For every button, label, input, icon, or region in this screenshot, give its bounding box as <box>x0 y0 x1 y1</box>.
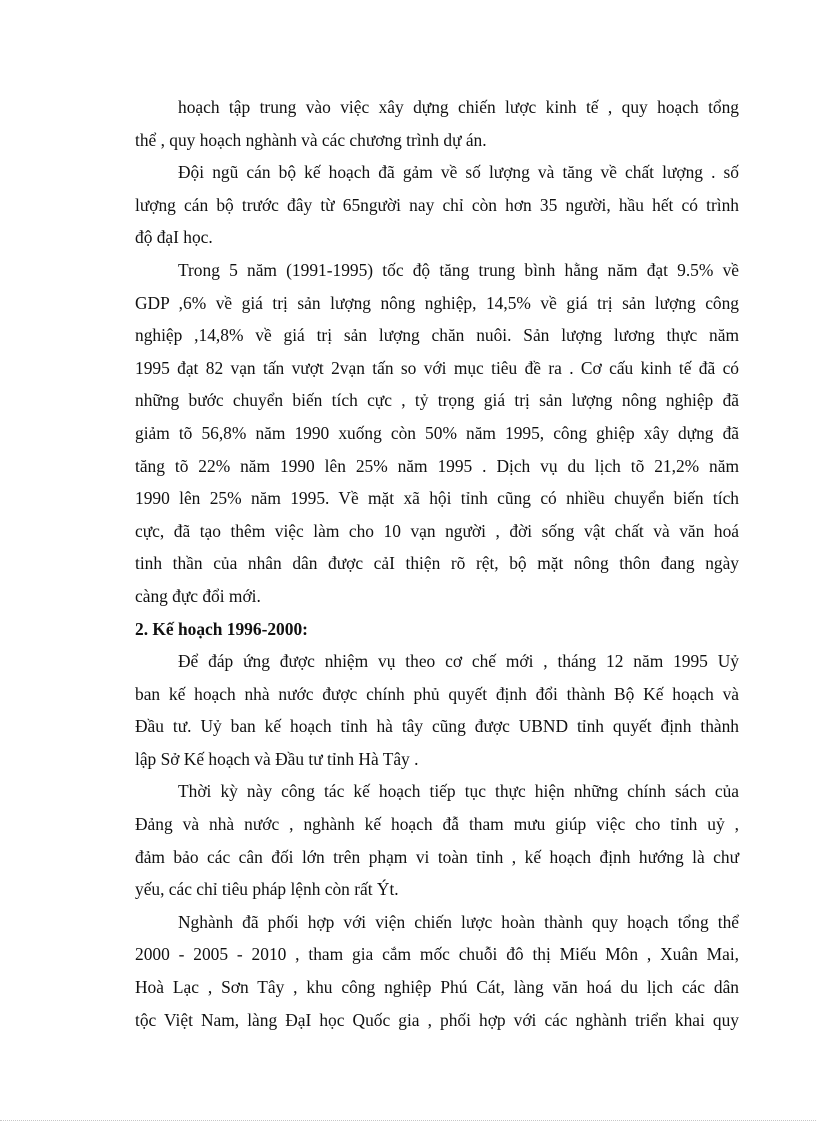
text-line: Nghành đã phối hợp với viện chiến lược hoàn thành quy hoạch tổng thể <box>178 911 739 932</box>
text-line: yếu, các chỉ tiêu pháp lệnh còn rất Ýt. <box>135 879 399 900</box>
text-line: lập Sở Kế hoạch và Đầu tư tỉnh Hà Tây . <box>135 748 419 769</box>
text-line: Để đáp ứng được nhiệm vụ theo cơ chế mới , tháng 12 năm 1995 Uỷ <box>178 651 739 672</box>
text-line: cực, đã tạo thêm việc làm cho 10 vạn người , đời sống vật chất và văn hoá <box>135 520 739 541</box>
text-line: Thời kỳ này công tác kế hoạch tiếp tục thực hiện những chính sách của <box>178 781 739 802</box>
text-line: Đội ngũ cán bộ kế hoạch đã gảm về số lượng và tăng về chất lượng . số <box>178 162 739 183</box>
section-heading: 2. Kế hoạch 1996-2000: <box>135 618 308 639</box>
text-line: Đầu tư. Uỷ ban kế hoạch tỉnh hà tây cũng được UBND tỉnh quyết định thành <box>135 716 739 737</box>
text-line: lượng cán bộ trước đây từ 65người nay chỉ còn hơn 35 người, hầu hết có trình <box>135 194 739 215</box>
text-line: 2000 - 2005 - 2010 , tham gia cắm mốc chuỗi đô thị Miếu Môn , Xuân Mai, <box>135 944 739 965</box>
text-line: hoạch tập trung vào việc xây dựng chiến lược kinh tế , quy hoạch tổng <box>178 97 739 117</box>
text-line: độ đạI học. <box>135 227 213 248</box>
text-line: ban kế hoạch nhà nước được chính phủ quyết định đổi thành Bộ Kế hoạch và <box>135 683 739 704</box>
text-line: 1990 lên 25% năm 1995. Về mặt xã hội tỉnh cũng có nhiều chuyển biến tích <box>135 488 739 509</box>
text-line: GDP ,6% về giá trị sản lượng nông nghiệp, 14,5% về giá trị sản lượng công <box>135 292 739 313</box>
document-body <box>135 91 739 1036</box>
text-line: 1995 đạt 82 vạn tấn vượt 2vạn tấn so với mục tiêu đề ra . Cơ cấu kinh tế đã có <box>135 357 739 378</box>
text-line: đảm bảo các cân đối lớn trên phạm vi toàn tỉnh , kế hoạch định hướng là chư <box>135 846 739 867</box>
text-line: Hoà Lạc , Sơn Tây , khu công nghiệp Phú Cát, làng văn hoá du lịch các dân <box>135 977 739 998</box>
text-line: những bước chuyển biến tích cực , tỷ trọng giá trị sản lượng nông nghiệp đã <box>135 390 739 411</box>
text-line: Đảng và nhà nước , nghành kế hoạch đẫ tham mưu giúp việc cho tỉnh uỷ , <box>135 814 739 835</box>
text-line: càng đực đổi mới. <box>135 585 261 606</box>
text-line: tăng tõ 22% năm 1990 lên 25% năm 1995 . Dịch vụ du lịch tõ 21,2% năm <box>135 455 739 476</box>
text-line: giảm tõ 56,8% năm 1990 xuống còn 50% năm 1995, công ghiệp xây dựng đã <box>135 422 739 443</box>
text-line: nghiệp ,14,8% về giá trị sản lượng chăn nuôi. Sản lượng lương thực năm <box>135 325 739 346</box>
text-line: tinh thần của nhân dân được cảI thiện rõ rệt, bộ mặt nông thôn đang ngày <box>135 553 739 574</box>
text-line: tộc Việt Nam, làng ĐạI học Quốc gia , phối hợp với các nghành triển khai quy <box>135 1009 739 1030</box>
text-line: thể , quy hoạch nghành và các chương trình dự án. <box>135 129 487 150</box>
page-bottom-divider <box>0 1120 816 1121</box>
text-line: Trong 5 năm (1991-1995) tốc độ tăng trung bình hằng năm đạt 9.5% về <box>178 259 739 280</box>
